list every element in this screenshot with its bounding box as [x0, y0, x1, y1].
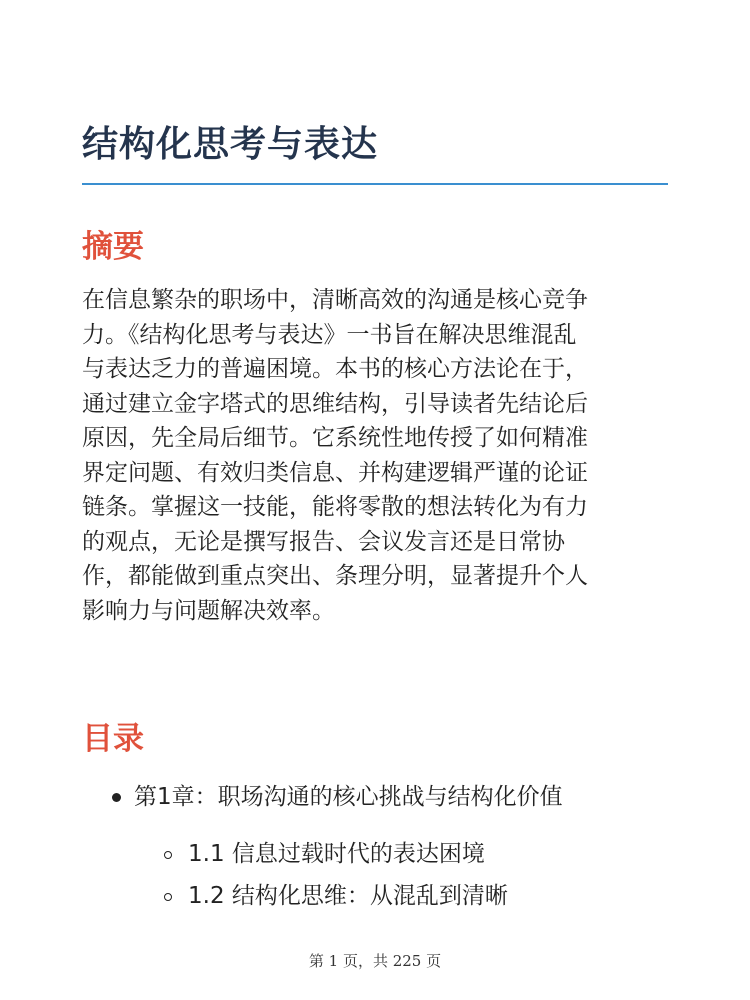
abstract-line: 力。《结构化思考与表达》一书旨在解决思维混乱: [82, 321, 577, 348]
abstract-line: 界定问题、有效归类信息、并构建逻辑严谨的论证: [82, 459, 588, 486]
abstract-line: 通过建立金字塔式的思维结构，引导读者先结论后: [82, 390, 588, 417]
abstract-paragraph: [82, 283, 672, 628]
abstract-line: 作，都能做到重点突出、条理分明，显著提升个人: [82, 563, 588, 589]
bullet-disc-icon: [112, 793, 121, 802]
title-divider: [82, 183, 668, 185]
abstract-line: 与表达乏力的普遍困境。本书的核心方法论在于，: [82, 356, 588, 382]
abstract-heading: 摘要: [82, 229, 144, 265]
abstract-line: 在信息繁杂的职场中，清晰高效的沟通是核心竞争: [82, 287, 588, 313]
abstract-line: 影响力与问题解决效率。: [82, 597, 335, 624]
document-title: 结构化思考与表达: [82, 124, 379, 165]
toc-chapter-link[interactable]: 第1章：职场沟通的核心挑战与结构化价值: [134, 784, 563, 810]
page-footer: 第 1 页，共 225 页: [308, 952, 442, 970]
bullet-circle-icon: [164, 851, 172, 859]
abstract-line: 原因，先全局后细节。它系统性地传授了如何精准: [82, 425, 588, 451]
bullet-circle-icon: [164, 893, 172, 901]
abstract-line: 的观点，无论是撰写报告、会议发言还是日常协: [82, 528, 565, 555]
abstract-line: 链条。掌握这一技能，能将零散的想法转化为有力: [82, 494, 588, 520]
toc-heading: 目录: [82, 721, 144, 757]
toc-section-link[interactable]: 1.2 结构化思维：从混乱到清晰: [188, 883, 508, 909]
toc-section-link[interactable]: 1.1 信息过载时代的表达困境: [188, 841, 485, 867]
